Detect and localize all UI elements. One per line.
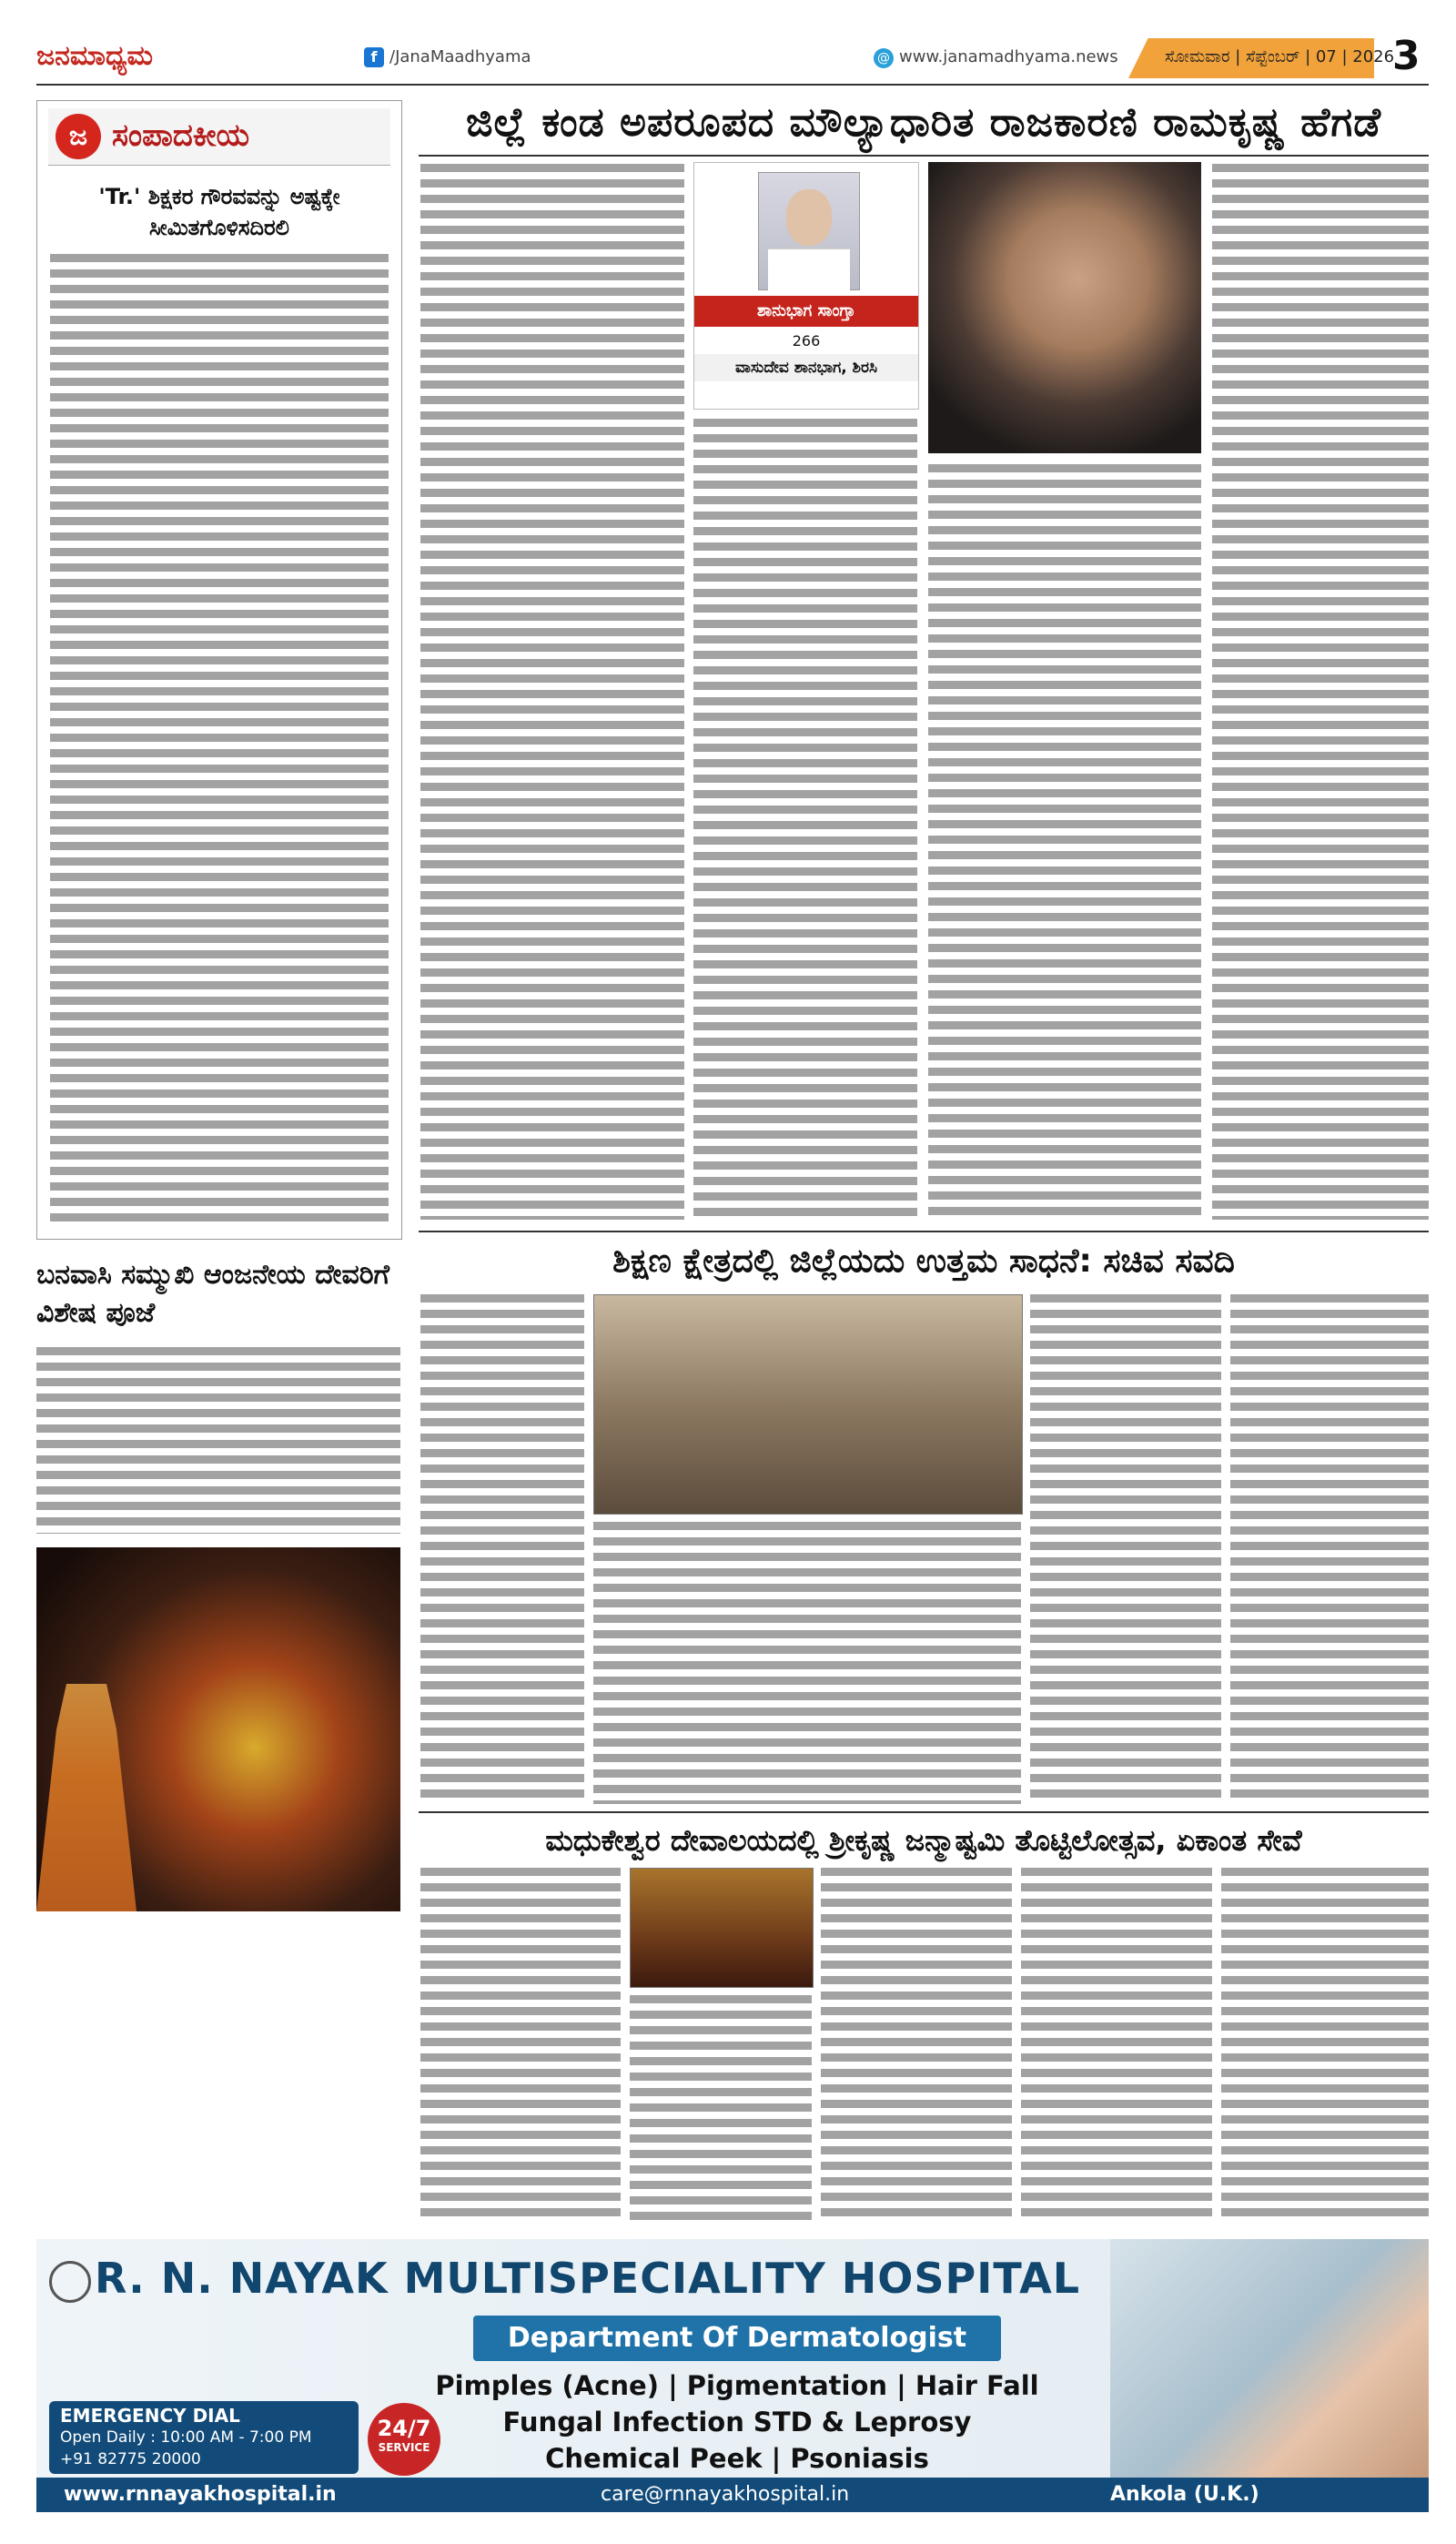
opening-hours: Open Daily : 10:00 AM - 7:00 PM [60,2428,312,2447]
page-header [36,33,1429,86]
column-label: ಶಾನುಭಾಗ ಸಾಂಗ್ತಾ [694,296,918,327]
emergency-box [49,2401,359,2474]
hospital-website[interactable]: www.rnnayakhospital.in [64,2483,337,2506]
dermatology-photo [1110,2239,1429,2478]
services-line-3: Chemical Peek | Psoniasis [545,2443,929,2474]
story3-column-5 [1221,1868,1429,2223]
author-name: ವಾಸುದೇವ ಶಾನಭಾಗ, ಶಿರಸಿ [694,354,918,381]
badge-bottom: SERVICE [378,2441,430,2454]
story2-column-4 [1230,1294,1429,1804]
story3-column-4 [1021,1868,1212,2223]
cradle-festival-photo [630,1868,814,1988]
story2-column-3 [1030,1294,1221,1804]
facebook-icon: f [364,47,384,67]
divider [419,1811,1429,1813]
story2-column-1 [420,1294,584,1804]
page-number: 3 [1392,33,1421,79]
story3-column-1 [420,1868,621,2223]
website-link[interactable] [874,47,1118,68]
anjaneya-temple-photo [36,1547,400,1911]
issue-date: ಸೋಮವಾರ | ಸೆಪ್ಟೆಂಬರ್ | 07 | 2026 [1165,47,1395,66]
service-badge [368,2403,440,2476]
award-ceremony-photo [593,1294,1023,1515]
masthead: ಜನಮಾಧ್ಯಮ [36,40,154,72]
services-line-1: Pimples (Acne) | Pigmentation | Hair Fall [435,2370,1039,2401]
author-photo [758,172,860,290]
editorial-header [48,108,390,166]
badge-top: 24/7 [377,2416,431,2441]
editorial-logo-icon: ಜ [56,114,101,159]
hospital-email[interactable]: care@rnnayakhospital.in [601,2483,850,2506]
story3-column-3 [821,1868,1012,2223]
column-number: 266 [792,332,821,350]
editorial-headline: 'Tr.' ಶಿಕ್ಷಕರ ಗೌರವವನ್ನು ಅಷ್ಟಕ್ಕೇ ಸೀಮಿತಗೊಳಿಸದಿರಲಿ [98,184,340,240]
banavasi-body-text [36,1347,400,1534]
hospital-name: R. N. NAYAK MULTISPECIALITY HOSPITAL [95,2254,1081,2303]
hegde-portrait-photo [928,162,1201,453]
services-line-2: Fungal Infection STD & Leprosy [502,2407,972,2438]
author-face [786,189,832,246]
divider [419,1231,1429,1232]
story3-headline: ಮಧುಕೇಶ್ವರ ದೇವಾಲಯದಲ್ಲಿ ಶ್ರೀಕೃಷ್ಣ ಜನ್ಮಾಷ್ಟಮಿ ತೊಟ್ಟಿಲೋತ್ಸವ, ಏಕಾಂತ ಸೇವೆ [545,1823,1302,1858]
hospital-logo-icon [49,2261,91,2303]
editorial-section-title: ಸಂಪಾದಕೀಯ [112,117,249,154]
editorial-column [36,100,402,1240]
main-story-column-2 [693,419,917,1220]
main-story-column-1 [420,164,684,1220]
facebook-text: /JanaMaadhyama [389,47,531,66]
story2-column-2 [593,1522,1021,1804]
website-text: www.janamadhyama.news [899,47,1118,66]
hospital-location: Ankola (U.K.) [1110,2483,1259,2506]
story2-headline: ಶಿಕ್ಷಣ ಕ್ಷೇತ್ರದಲ್ಲಿ ಜಿಲ್ಲೆಯದು ಉತ್ತಮ ಸಾಧನೆ: ಸಚಿವ ಸವದಿ [612,1242,1235,1280]
globe-icon: @ [874,48,894,68]
emergency-title: EMERGENCY DIAL [60,2405,240,2427]
facebook-handle[interactable] [364,47,531,67]
department-banner: Department Of Dermatologist [473,2316,1001,2361]
ad-footer [36,2478,1429,2512]
banavasi-headline: ಬನವಾಸಿ ಸಮ್ಮುಖಿ ಆಂಜನೇಯ ದೇವರಿಗೆ ವಿಶೇಷ ಪೂಜೆ [36,1259,389,1329]
main-headline: ಜಿಲ್ಲೆ ಕಂಡ ಅಪರೂಪದ ಮೌಲ್ಯಾಧಾರಿತ ರಾಜಕಾರಣಿ ರಾಮಕೃಷ್ಣ ಹೆಗಡೆ [465,99,1382,146]
emergency-phone[interactable]: +91 82775 20000 [60,2450,201,2468]
divider [419,155,1429,157]
story3-column-2 [630,1995,812,2223]
author-box [693,162,919,410]
main-story-column-4 [1212,164,1429,1220]
priest-figure [36,1684,136,1911]
main-story-column-3 [928,464,1201,1220]
hospital-advertisement[interactable] [36,2239,1429,2512]
author-shirt [768,248,850,291]
editorial-body-text [50,254,389,1228]
